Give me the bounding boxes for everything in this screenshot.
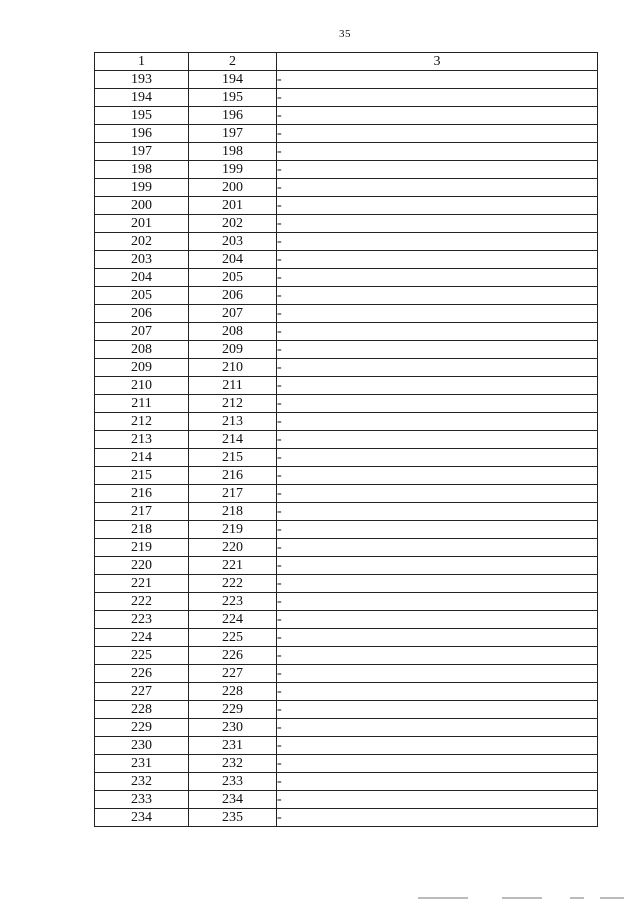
cell-col-3: - (277, 467, 598, 485)
table-row (95, 71, 598, 89)
cell-col-3: - (277, 161, 598, 179)
table-row (95, 89, 598, 107)
cell-col-1: 223 (95, 611, 189, 629)
cell-col-3: - (277, 269, 598, 287)
cell-col-3: - (277, 197, 598, 215)
table-row (95, 125, 598, 143)
cell-col-1: 211 (95, 395, 189, 413)
table-row (95, 395, 598, 413)
cell-col-2: 221 (189, 557, 277, 575)
table-row (95, 359, 598, 377)
cell-col-1: 227 (95, 683, 189, 701)
cell-col-1: 225 (95, 647, 189, 665)
cell-col-1: 217 (95, 503, 189, 521)
cell-col-3: - (277, 539, 598, 557)
cell-col-1: 210 (95, 377, 189, 395)
table-row (95, 431, 598, 449)
table-row (95, 683, 598, 701)
cell-col-3: - (277, 449, 598, 467)
cell-col-3: - (277, 611, 598, 629)
cell-col-2: 235 (189, 809, 277, 827)
cell-col-3: - (277, 107, 598, 125)
table-row (95, 161, 598, 179)
cell-col-2: 220 (189, 539, 277, 557)
page-number: 35 (339, 28, 351, 40)
cell-col-3: - (277, 557, 598, 575)
cell-col-2: 228 (189, 683, 277, 701)
table-row (95, 251, 598, 269)
table-header-row (95, 53, 598, 71)
cell-col-3: - (277, 323, 598, 341)
cell-col-1: 221 (95, 575, 189, 593)
cell-col-1: 219 (95, 539, 189, 557)
cell-col-3: - (277, 593, 598, 611)
cell-col-1: 214 (95, 449, 189, 467)
cell-col-1: 224 (95, 629, 189, 647)
cell-col-1: 226 (95, 665, 189, 683)
table-row (95, 719, 598, 737)
table-row (95, 143, 598, 161)
cell-col-2: 223 (189, 593, 277, 611)
table-row (95, 287, 598, 305)
cell-col-2: 195 (189, 89, 277, 107)
cell-col-1: 196 (95, 125, 189, 143)
table-row (95, 449, 598, 467)
cell-col-1: 207 (95, 323, 189, 341)
cell-col-2: 224 (189, 611, 277, 629)
cell-col-3: - (277, 143, 598, 161)
cell-col-1: 212 (95, 413, 189, 431)
table-body (95, 71, 598, 827)
cell-col-3: - (277, 629, 598, 647)
table-row (95, 467, 598, 485)
table-row (95, 629, 598, 647)
cell-col-1: 199 (95, 179, 189, 197)
cell-col-1: 204 (95, 269, 189, 287)
table-row (95, 305, 598, 323)
table-row (95, 755, 598, 773)
cell-col-3: - (277, 125, 598, 143)
cell-col-2: 216 (189, 467, 277, 485)
cell-col-2: 198 (189, 143, 277, 161)
cell-col-2: 229 (189, 701, 277, 719)
table-row (95, 647, 598, 665)
cell-col-2: 194 (189, 71, 277, 89)
cell-col-1: 228 (95, 701, 189, 719)
cell-col-3: - (277, 251, 598, 269)
cell-col-2: 210 (189, 359, 277, 377)
cell-col-1: 209 (95, 359, 189, 377)
table-row (95, 665, 598, 683)
cell-col-3: - (277, 647, 598, 665)
column-header-1: 1 (95, 53, 189, 71)
cell-col-2: 212 (189, 395, 277, 413)
cell-col-2: 207 (189, 305, 277, 323)
table-row (95, 107, 598, 125)
cell-col-2: 213 (189, 413, 277, 431)
cell-col-1: 230 (95, 737, 189, 755)
table-row (95, 521, 598, 539)
cell-col-3: - (277, 233, 598, 251)
table-row (95, 215, 598, 233)
cell-col-1: 220 (95, 557, 189, 575)
cell-col-3: - (277, 287, 598, 305)
cell-col-2: 205 (189, 269, 277, 287)
table-row (95, 179, 598, 197)
cell-col-3: - (277, 791, 598, 809)
cell-col-2: 209 (189, 341, 277, 359)
table-row (95, 575, 598, 593)
cell-col-1: 202 (95, 233, 189, 251)
table-row (95, 233, 598, 251)
table-row (95, 503, 598, 521)
column-header-2: 2 (189, 53, 277, 71)
cell-col-3: - (277, 503, 598, 521)
cell-col-2: 232 (189, 755, 277, 773)
cell-col-3: - (277, 89, 598, 107)
cell-col-1: 205 (95, 287, 189, 305)
table-row (95, 809, 598, 827)
cell-col-2: 202 (189, 215, 277, 233)
cell-col-1: 208 (95, 341, 189, 359)
cell-col-2: 227 (189, 665, 277, 683)
data-table (94, 52, 598, 827)
cell-col-1: 218 (95, 521, 189, 539)
cell-col-2: 199 (189, 161, 277, 179)
cell-col-1: 222 (95, 593, 189, 611)
cell-col-3: - (277, 179, 598, 197)
cell-col-3: - (277, 359, 598, 377)
table-row (95, 701, 598, 719)
cell-col-3: - (277, 485, 598, 503)
cell-col-1: 194 (95, 89, 189, 107)
cell-col-1: 232 (95, 773, 189, 791)
cell-col-3: - (277, 683, 598, 701)
cell-col-3: - (277, 737, 598, 755)
table-row (95, 539, 598, 557)
table-row (95, 197, 598, 215)
cell-col-1: 197 (95, 143, 189, 161)
cell-col-1: 213 (95, 431, 189, 449)
cell-col-1: 201 (95, 215, 189, 233)
cell-col-2: 231 (189, 737, 277, 755)
cell-col-3: - (277, 773, 598, 791)
cell-col-3: - (277, 755, 598, 773)
cell-col-3: - (277, 575, 598, 593)
cell-col-2: 203 (189, 233, 277, 251)
cell-col-3: - (277, 719, 598, 737)
cell-col-2: 234 (189, 791, 277, 809)
cell-col-1: 233 (95, 791, 189, 809)
footer-scan-marks (410, 897, 630, 901)
cell-col-3: - (277, 809, 598, 827)
cell-col-1: 193 (95, 71, 189, 89)
table-row (95, 557, 598, 575)
cell-col-2: 196 (189, 107, 277, 125)
cell-col-1: 216 (95, 485, 189, 503)
cell-col-3: - (277, 71, 598, 89)
cell-col-2: 218 (189, 503, 277, 521)
table-row (95, 737, 598, 755)
cell-col-3: - (277, 665, 598, 683)
table-row (95, 611, 598, 629)
cell-col-1: 195 (95, 107, 189, 125)
cell-col-2: 225 (189, 629, 277, 647)
table-row (95, 593, 598, 611)
column-header-3: 3 (277, 53, 598, 71)
cell-col-1: 198 (95, 161, 189, 179)
table-row (95, 377, 598, 395)
cell-col-3: - (277, 521, 598, 539)
table-row (95, 269, 598, 287)
cell-col-2: 233 (189, 773, 277, 791)
cell-col-3: - (277, 305, 598, 323)
cell-col-3: - (277, 341, 598, 359)
table-row (95, 791, 598, 809)
cell-col-2: 200 (189, 179, 277, 197)
cell-col-3: - (277, 377, 598, 395)
cell-col-2: 197 (189, 125, 277, 143)
table-row (95, 323, 598, 341)
cell-col-2: 201 (189, 197, 277, 215)
cell-col-2: 217 (189, 485, 277, 503)
cell-col-1: 234 (95, 809, 189, 827)
cell-col-2: 206 (189, 287, 277, 305)
cell-col-2: 230 (189, 719, 277, 737)
cell-col-2: 214 (189, 431, 277, 449)
cell-col-3: - (277, 395, 598, 413)
cell-col-3: - (277, 215, 598, 233)
cell-col-2: 208 (189, 323, 277, 341)
cell-col-2: 204 (189, 251, 277, 269)
cell-col-3: - (277, 701, 598, 719)
cell-col-2: 222 (189, 575, 277, 593)
table-row (95, 341, 598, 359)
cell-col-2: 215 (189, 449, 277, 467)
table-row (95, 485, 598, 503)
cell-col-1: 203 (95, 251, 189, 269)
cell-col-1: 200 (95, 197, 189, 215)
cell-col-3: - (277, 431, 598, 449)
cell-col-1: 231 (95, 755, 189, 773)
table-row (95, 773, 598, 791)
cell-col-1: 206 (95, 305, 189, 323)
cell-col-2: 211 (189, 377, 277, 395)
cell-col-1: 229 (95, 719, 189, 737)
cell-col-3: - (277, 413, 598, 431)
cell-col-2: 219 (189, 521, 277, 539)
table-row (95, 413, 598, 431)
cell-col-1: 215 (95, 467, 189, 485)
cell-col-2: 226 (189, 647, 277, 665)
